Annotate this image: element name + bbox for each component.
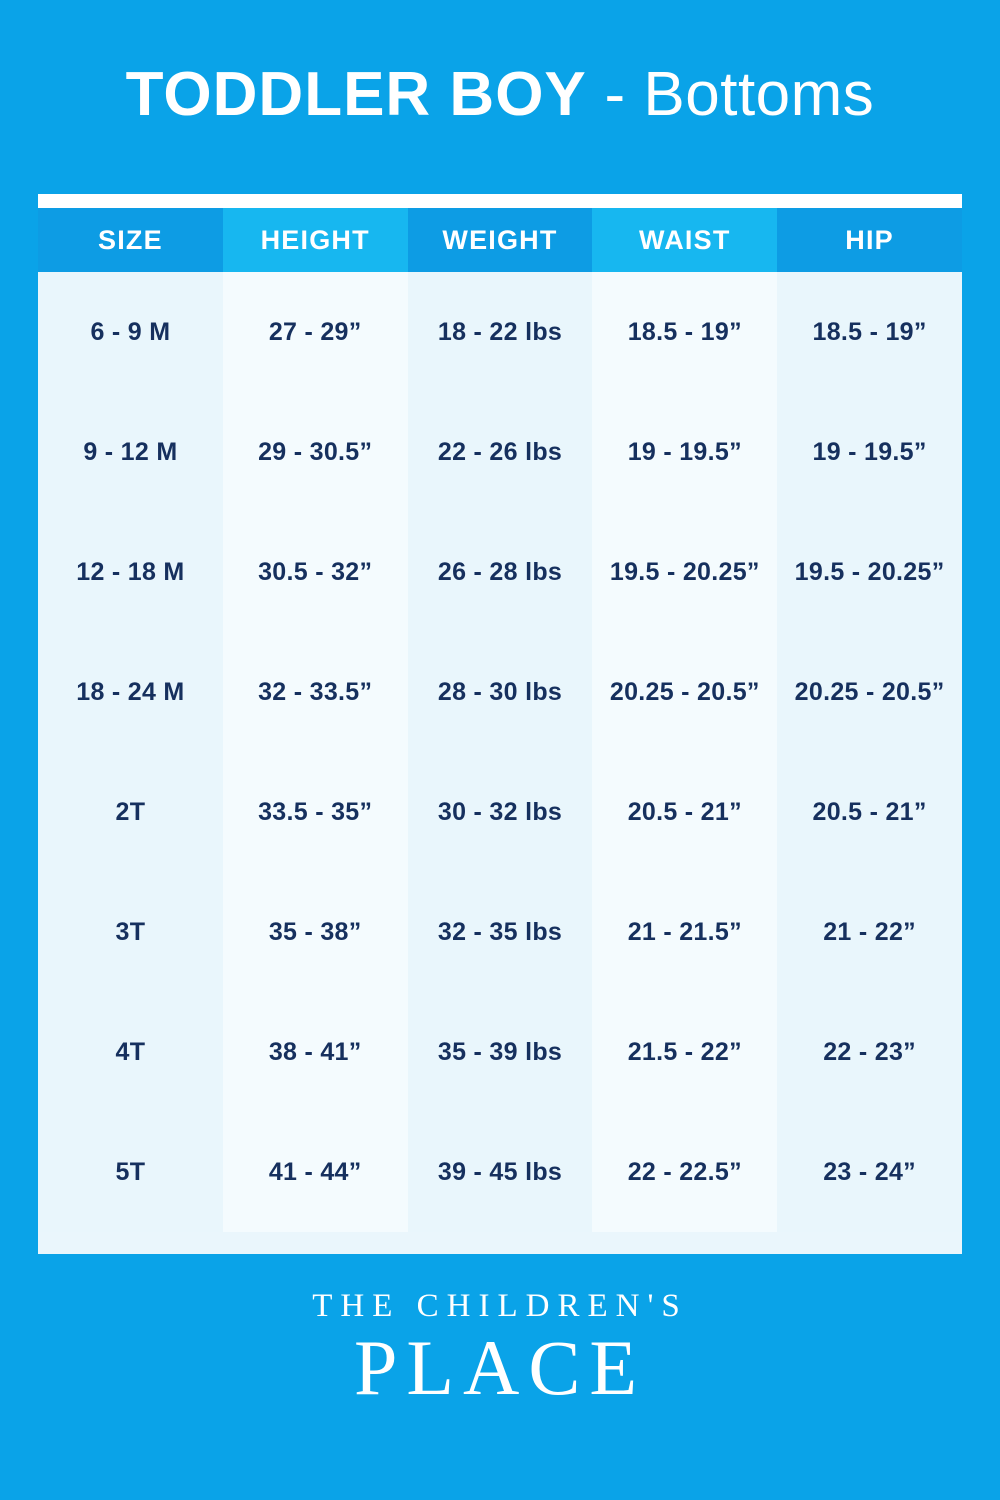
cell-height: 27 - 29” — [223, 272, 408, 392]
cell-size: 18 - 24 M — [38, 632, 223, 752]
cell-weight: 39 - 45 lbs — [408, 1112, 593, 1232]
size-table — [38, 208, 962, 1232]
cell-height: 30.5 - 32” — [223, 512, 408, 632]
cell-height: 35 - 38” — [223, 872, 408, 992]
cell-weight: 22 - 26 lbs — [408, 392, 593, 512]
cell-waist: 21 - 21.5” — [592, 872, 777, 992]
cell-hip: 19 - 19.5” — [777, 392, 962, 512]
cell-size: 4T — [38, 992, 223, 1112]
cell-hip: 23 - 24” — [777, 1112, 962, 1232]
cell-weight: 35 - 39 lbs — [408, 992, 593, 1112]
cell-height: 38 - 41” — [223, 992, 408, 1112]
cell-size: 2T — [38, 752, 223, 872]
table-row — [38, 872, 962, 992]
cell-height: 29 - 30.5” — [223, 392, 408, 512]
cell-waist: 22 - 22.5” — [592, 1112, 777, 1232]
cell-hip: 20.25 - 20.5” — [777, 632, 962, 752]
column-header-hip: HIP — [777, 208, 962, 272]
table-row — [38, 1112, 962, 1232]
brand-logo-line2: PLACE — [353, 1324, 647, 1411]
table-row — [38, 392, 962, 512]
cell-hip: 21 - 22” — [777, 872, 962, 992]
table-row — [38, 632, 962, 752]
cell-hip: 20.5 - 21” — [777, 752, 962, 872]
column-header-waist: WAIST — [592, 208, 777, 272]
cell-height: 32 - 33.5” — [223, 632, 408, 752]
table-row — [38, 512, 962, 632]
brand-logo — [312, 1288, 688, 1409]
cell-waist: 21.5 - 22” — [592, 992, 777, 1112]
page-title — [0, 0, 1000, 200]
cell-size: 12 - 18 M — [38, 512, 223, 632]
page-title-category: TODDLER BOY — [125, 60, 587, 129]
cell-size: 9 - 12 M — [38, 392, 223, 512]
table-header — [38, 208, 962, 272]
cell-hip: 22 - 23” — [777, 992, 962, 1112]
page-title-separator: - — [586, 60, 644, 129]
table-row — [38, 992, 962, 1112]
table-row — [38, 272, 962, 392]
cell-weight: 32 - 35 lbs — [408, 872, 593, 992]
cell-weight: 30 - 32 lbs — [408, 752, 593, 872]
cell-waist: 20.25 - 20.5” — [592, 632, 777, 752]
cell-waist: 20.5 - 21” — [592, 752, 777, 872]
column-header-weight: WEIGHT — [408, 208, 593, 272]
cell-weight: 26 - 28 lbs — [408, 512, 593, 632]
column-header-size: SIZE — [38, 208, 223, 272]
cell-weight: 28 - 30 lbs — [408, 632, 593, 752]
cell-waist: 19.5 - 20.25” — [592, 512, 777, 632]
cell-hip: 18.5 - 19” — [777, 272, 962, 392]
page-title-subject: Bottoms — [643, 60, 875, 129]
cell-weight: 18 - 22 lbs — [408, 272, 593, 392]
cell-size: 6 - 9 M — [38, 272, 223, 392]
cell-height: 41 - 44” — [223, 1112, 408, 1232]
cell-waist: 18.5 - 19” — [592, 272, 777, 392]
table-header-row — [38, 208, 962, 272]
cell-size: 3T — [38, 872, 223, 992]
brand-logo-line1: THE CHILDREN'S — [312, 1288, 688, 1324]
table-row — [38, 752, 962, 872]
table-bottom-spacer — [38, 1232, 962, 1254]
table-body — [38, 272, 962, 1232]
table-top-spacer — [38, 194, 962, 208]
cell-waist: 19 - 19.5” — [592, 392, 777, 512]
cell-hip: 19.5 - 20.25” — [777, 512, 962, 632]
cell-height: 33.5 - 35” — [223, 752, 408, 872]
column-header-height: HEIGHT — [223, 208, 408, 272]
size-table-wrapper — [38, 194, 962, 1254]
cell-size: 5T — [38, 1112, 223, 1232]
